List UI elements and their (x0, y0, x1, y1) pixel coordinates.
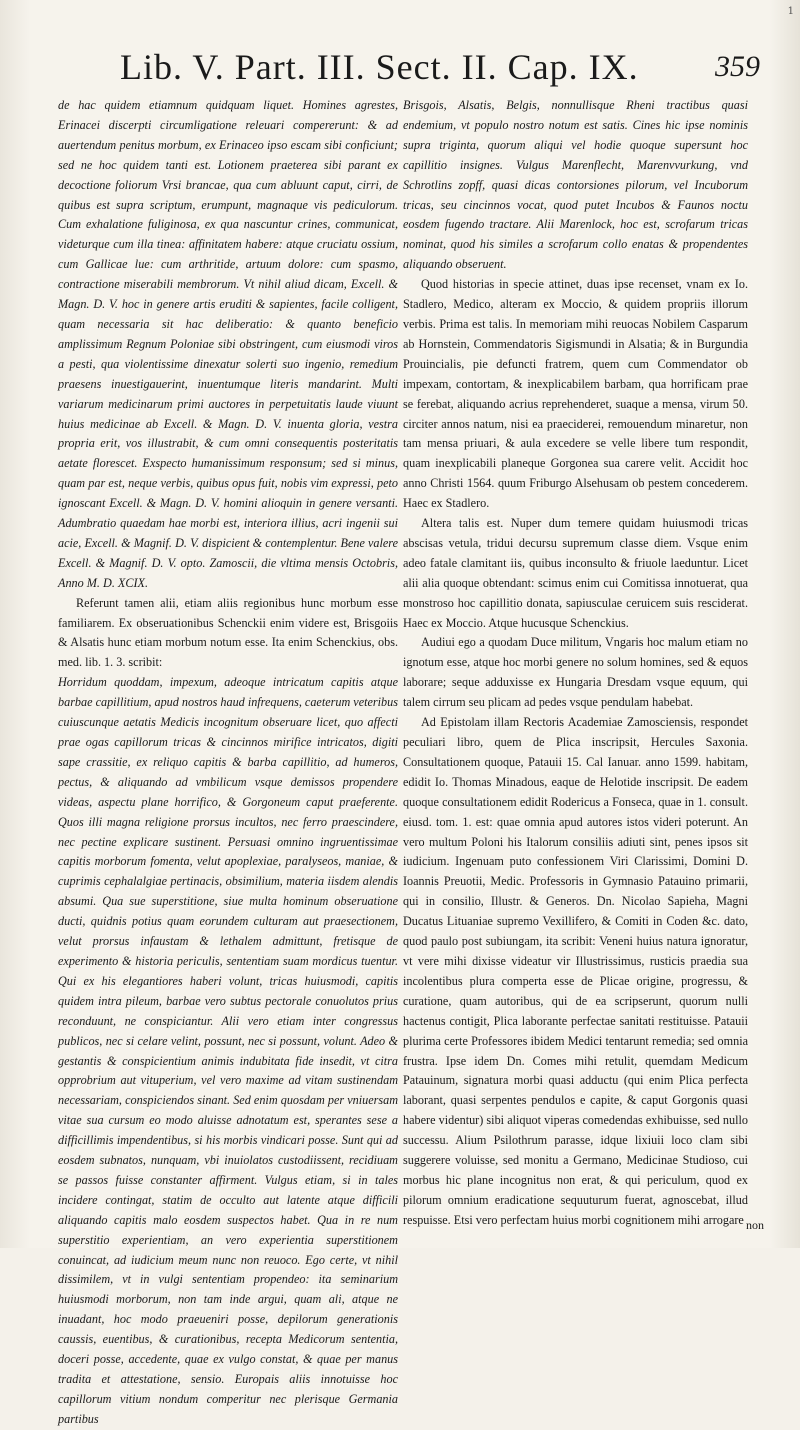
left-column (58, 96, 398, 1430)
right-paragraph-2: Quod historias in specie attinet, duas ipse recenset, vnam ex Io. Stadlero, Medico, alteram ex Moccio, & quidem propriis illorum verbis. Prima est talis. In memoriam mihi reuocas Nobilem Casparum ab Hornstein, Commendatoris Sigismundi in Alsatia; & in Burgundia Prouincialis, pie defuncti fratrem, quem cum Commendator ob impexam, contortam, & inexplicabilem barbam, qua horrificam prae se ferebat, aliquando acrius reprehenderet, suaque a mensa, virum 50. circiter annos natum, nisi ea praeciderei, remouendum minaretur, non tam mensa priuari, & aula excedere se velle libere tum respondit, quam inexplicabili planeque Gorgonea sua carere velit. Accidit hoc anno Christi 1564. quum Friburgo Alsehusam ob pestem concederem. Haec ex Stadlero. (403, 277, 748, 511)
right-paragraph-4: Audiui ego a quodam Duce militum, Vngaris hoc malum etiam no ignotum esse, atque hoc morbi genere no solum homines, sed & equos laborare; seque adduxisse ex Hungaria Dresdam vsque equum, qui talem cirrum seu plicam ad pedes vsque pendulam habebat. (403, 635, 748, 710)
edge-mark: 1 (787, 6, 794, 17)
right-paragraph-1: Brisgois, Alsatis, Belgis, nonnullisque Rheni tractibus quasi endemium, vt populo nostro notum est satis. Cines hic ipse nominis supra triginta, quorum aliqui vel hodie quoque supersunt hoc capillitio insignes. Vulgus Marenflecht, Marenvvurkung, vnd Schrotlins zopff, quasi dicas contorsiones pilorum, vel Incuborum tricas, seu cincinnos vocat, quod putet Incubos & Faunos noctu eosdem fugendo tractare. Alii Marenlock, hoc est, scrofarum tricas nominat, quod his similes a scrofarum collo enatas & propendentes aliquando obseruent. (403, 98, 748, 272)
left-paragraph-2: Referunt tamen alii, etiam aliis regionibus hunc morbum esse familiarem. Ex obseruationibus Schenckii enim videre est, Brisgoiis & Alsatis hunc etiam morbum notum esse. Ita enim Schenckius, obs. med. lib. 1. 3. scribit: (58, 595, 398, 670)
left-paragraph-1: de hac quidem etiamnum quidquam liquet. Homines agrestes, Erinacei discerpti circumligatione releuari compererunt: & ad auertendum penitus morbum, ex Erinaceo ipso escam sibi conficiunt; sed ne hoc quidem tanti est. Lotionem praeterea sibi parant ex decoctione foliorum Vrsi brancae, qua cum abluunt caput, cirri, de quibus est supra scriptum, erumpunt, magnaque vis pediculorum. Cum exhalatione fuliginosa, ex qua nascuntur crines, communicat, videturque cum illa tinea: affinitatem habere: atque cruciatu ossium, cum Gallicae lue: cum arthritide, artuum dolore: cum spasmo, contractione miserabili membrorum. Vt nihil aliud dicam, Excell. & Magn. D. V. hoc in genere artis eruditi & sapientes, facile colligent, quam necessaria sit hac deliberatio: & quanto beneficio amplissimum Regnum Poloniae sibi obstringent, cum eiusmodi viros a pesti, qua violentissime dinexatur solerti suo ingenio, remedium praesens inuestigauerint, inuentumque literis mandarint. Multi variarum medicinarum primi auctores in perpetuitatis laude viuunt huius medicinae ab Excell. & Magn. D. V. inuenta gloria, vestra propria erit, vos illustrabit, & cum omni consequentis posteritatis aetate florescet. Exspecto humanissimum responsum; sed si minus, quam par est, neque verbis, quibus opus fuit, nobis vim expressi, peto ignoscant Excell. & Magn. D. V. homini alioquin in genere versanti. Adumbratio quaedam hae morbi est, interiora illius, acri ingenii sui acie, Excell. & Magnif. D. V. dispicient & contemplentur. Bene valere Excell. & Magnif. D. V. opto. Zamoscii, die vltima mensis Octobris, Anno M. D. XCIX. (58, 98, 398, 590)
right-paragraph-3: Altera talis est. Nuper dum temere quidam huiusmodi tricas abscisas vetula, tridui decursu supremum classe diem. Vsque enim adeo fatale clamitant iis, quibus inconsulto & friuole laeduntur. Licet alii alia quoque obtendant: scimus enim cui Comitissa innotuerat, qua monstroso hoc capillitio donata, sapiusculae ceruicem suis resciderat. Haec ex Moccio. Atque hucusque Schenckius. (403, 516, 748, 630)
left-paragraph-3: Horridum quoddam, impexum, adeoque intricatum capitis atque barbae capillitium, apud nostros haud infrequens, caeterum veteribus cuiuscunque aetatis Medicis incognitum obseruare licet, quo affecti prae ogas capillorum tricas & cincinnos mirifice intricatos, digiti sape crassitie, ex reliquo capitis & barba capillitio, ad humeros, pectus, & aliquando ad vmbilicum vsque demissos propendere videas, aspectu plane horrifico, & Gorgoneum caput praeferente. Quos illi magna religione prorsus incultos, nec ferro praescindere, nec pectine explicare sustinent. Persuasi omnino ingruentissimae capitis morborum fomenta, velut apoplexiae, paralyseos, maniae, & cuprimis cephalalgiae pertinacis, obsimilium, materia iisdem alendis absumi. Qua sue superstitione, siue multa hominum obseruatione ducti, quidnis potius quam eorundem culturam aut praesectionem, velut prorsus infaustam & lethalem admittunt, fretisque de experimento & historia periculis, sententiam suam mordicus tuentur. Qui ex his elegantiores haberi volunt, tricas huiusmodi, capitis quidem intra pileum, barbae vero subtus pectorale conuolutos prius reconduunt, ne conspiciantur. Alii vero etiam inter congressus publicos, nec si celare velint, possunt, nec si possunt, volunt. Adeo & gestantis & conspicientium animis indubitata fide insedit, vt citra opprobrium aut vituperium, vel vero maxime ad vitam sustinendam necessariam, conspiciendos sinant. Sed enim quosdam per vniuersam vitae sua cursum eo modo aluisse adnotatum est, sperantes sese a difficillimis impendentibus, si his morbis vindicari posse. Sunt qui ad eosdem subnatos, nunquam, vbi inuiolatos custodiissent, recidiuam se passos fuisse constanter affirment. Vulgus etiam, si in tales incidere contingat, statim de occulto aut latente atque difficili aliquando capitis malo eosdem suspectos habet. Qua in re num superstitio experientiam, an vero experientia superstitionem conuincat, ad iudicium meum nunc non reuoco. Ego certe, vt nihil dissimilem, vt in vulgi sententiam propendeo: ita seminarium huiusmodi morborum, non tam inde argui, quam ali, atque ne inuadant, hoc modo praeueniri posse, depilorum generationis caussis, euentibus, & curationibus, recepta Medicorum sententia, doceri posse, accedente, quae ex vulgo constat, & quae per manus tradita et attestatione, sensio. Europais aliis innotuisse hoc capillorum vitium nondum comperitur nec plerisque Germania partibus (58, 675, 398, 1426)
right-column (403, 96, 748, 1231)
page-number: 359 (715, 50, 760, 83)
page-header (80, 46, 760, 94)
running-title: Lib. V. Part. III. Sect. II. Cap. IX. (120, 47, 639, 87)
right-paragraph-5: Ad Epistolam illam Rectoris Academiae Zamosciensis, respondet peculiari libro, quem de Plica inscripsit, Hercules Saxonia. Consultationem quoque, Patauii 15. Cal Ianuar. anno 1599. habitam, edidit Io. Thomas Minadous, eaque de Helotide inscripsit. De eadem quoque consultationem edidit Rodericus a Fonseca, quae in 1. consult. eiusd. tom. 1. est: quae omnia apud autores istos videri poterunt. An vero multum Poloni his Italorum consiliis adiuti sint, penes ipsos sit iudicium. Ingenuam puto confessionem Viri Clarissimi, Domini D. Ioannis Preuotii, Medic. Professoris in Gymnasio Patauino primarii, qui in consilio, Illustr. & Generos. Dn. Nicolao Sapieha, Magni Ducatus Lituaniae supremo Vexillifero, & Comiti in Coden &c. dato, quod paulo post subiungam, ita scribit: Veneni huius natura ignoratur, vt vere mihi dixisse videatur vir Illustrissimus, rusticis praedia sua incolentibus plura comperta esse de Plicae origine, progressu, & curatione, quam autoribus, qui de ea scripserunt, quorum nulli hactenus contigit, Plica laborante perfectae sanitati restituisse. Patauii plurima certe Professores ibidem Medici tentarunt remedia; sed omnia frustra. Ipse idem Dn. Comes mihi retulit, quemdam Medicum Patauinum, signatura morbi quasi adductu (qui enim Plica perfecta laborant, quasi serpentes pendulos e capite, & caput Gorgonis quasi habere videntur) sibi aliquot viperas comedendas exhibuisse, sed nullo successu. Alium Psilothrum parasse, idque lixiuii loco clam sibi suggerere voluisse, sed monitu a Germano, Medicinae Studioso, cui morbus hic plane incognitus non erat, & qui periculum, quod ex pilorum omnium eradicatione sequuturum fuerat, agnoscebat, illud respuisse. Etsi vero perfectam huius morbi cognitionem mihi arrogare (403, 715, 748, 1227)
catchword: non (746, 1218, 764, 1232)
